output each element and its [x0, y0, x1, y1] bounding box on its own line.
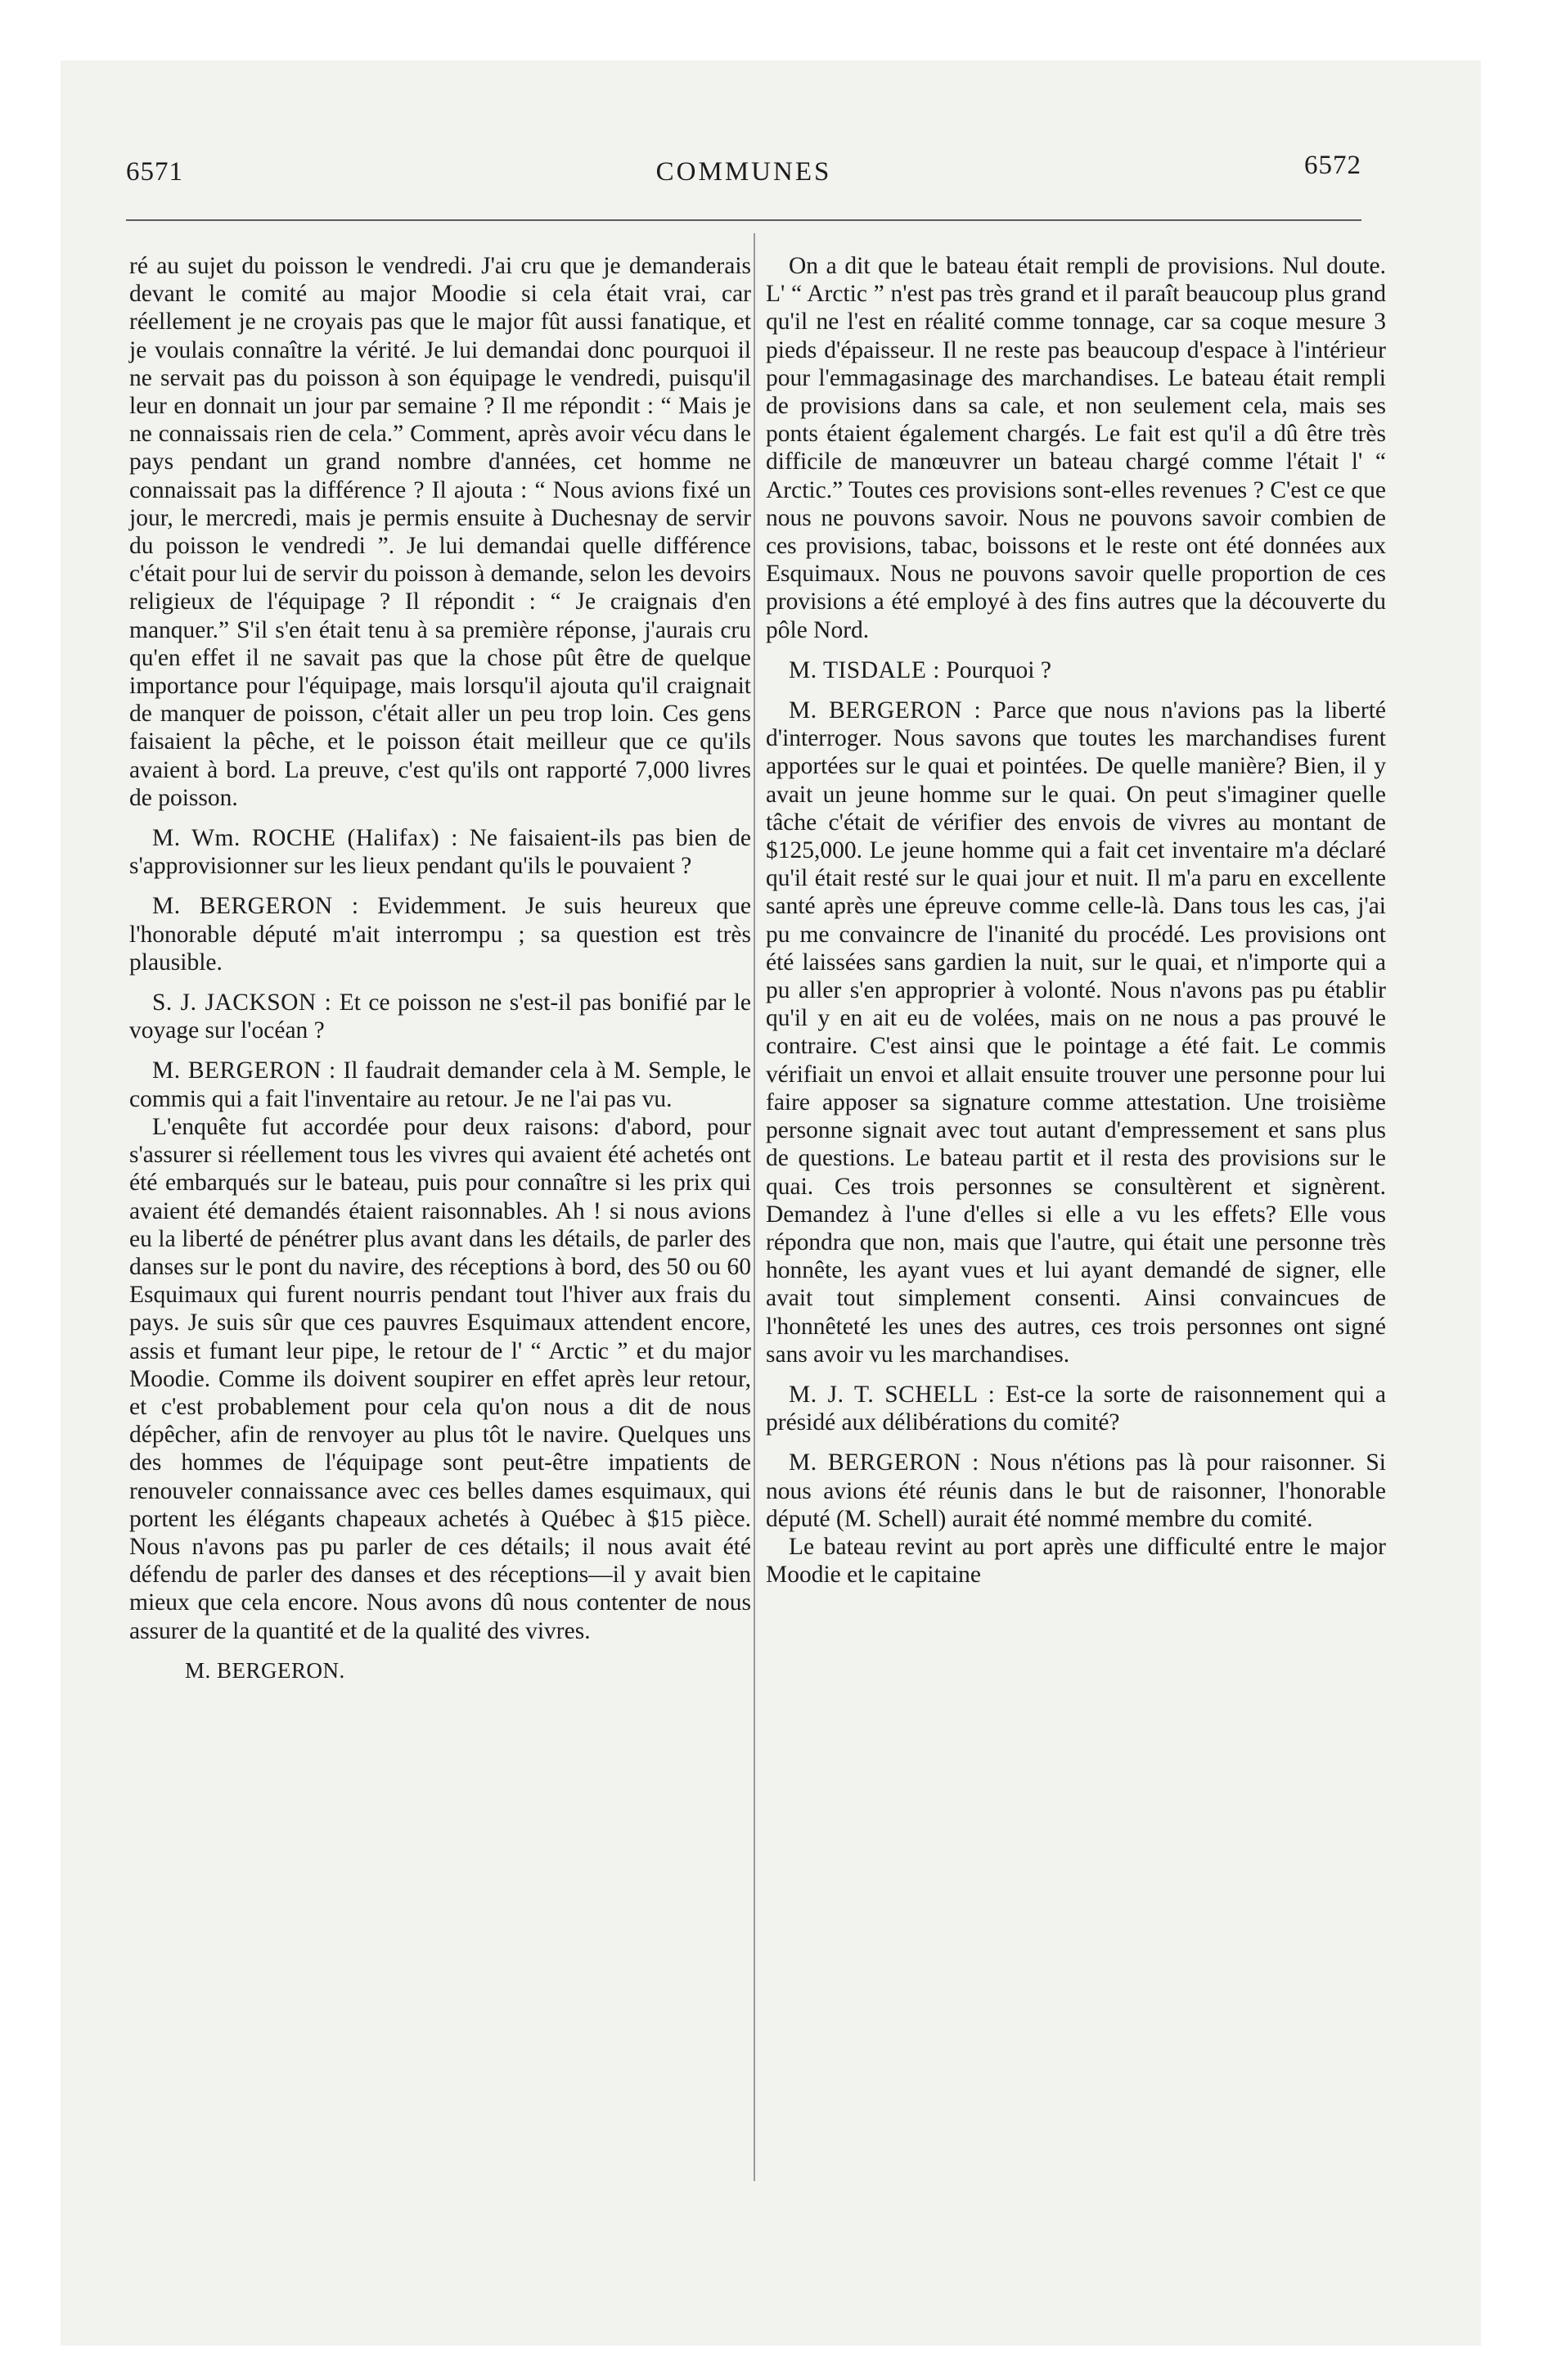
- paragraph-text: Pourquoi ?: [946, 656, 1051, 683]
- left-column: [129, 252, 751, 1684]
- running-header: [126, 151, 1361, 200]
- paragraph-text: L'enquête fut accordée pour deux raisons: d'abord, pour s'assurer si réellement tous les vivres qui avaient été achetés ont été embarqués sur le bateau, puis pour connaître si les prix qui avaient été demandés étaient raisonnables. Ah ! si nous avions eu la liberté de pénétrer plus avant dans les détails, de parler des danses sur le pont du navire, des réceptions à bord, des 50 ou 60 Esquimaux qui furent nourris pendant tout l'hiver aux frais du pays. Je suis sûr que ces pauvres Esquimaux attendent encore, assis et fumant leur pipe, le retour de l' “ Arctic ” et du major Moodie. Comme ils doivent soupirer en effet après leur retour, et c'est probablement pour cela qu'on nous a dit de nous dépêcher, afin de renvoyer au plus tôt le navire. Quelques uns des hommes de l'équipage sont peut-être impatients de renouveler connaissance avec ces belles dames esquimaux, qui portent les élégants chapeaux achetés à Québec à $15 pièce. Nous n'avons pas pu parler de ces détails; il nous avait été défendu de parler des danses et des réceptions—il y avait bien mieux que cela encore. Nous avons dû nous contenter de nous assurer de la quantité et de la qualité des vivres.: [129, 1113, 751, 1644]
- paragraph: [129, 252, 751, 812]
- speaker-name: M. TISDALE :: [789, 656, 940, 683]
- paragraph: [766, 1381, 1386, 1436]
- paragraph-text: Evidemment. Je suis heureux que l'honorable député m'ait interrompu ; sa question est très plausible.: [129, 893, 752, 976]
- speaker-name: S. J. JACKSON :: [152, 989, 332, 1016]
- paragraph-text: Et ce poisson ne s'est-il pas bonifié par le voyage sur l'océan ?: [129, 989, 751, 1044]
- speaker-name: M. BERGERON :: [789, 697, 982, 724]
- speaker-name: M. Wm. ROCHE (Halifax) :: [152, 825, 458, 852]
- paragraph-text: On a dit que le bateau était rempli de provisions. Nul doute. L' “ Arctic ” n'est pas très grand et il paraît beaucoup plus grand qu'il ne l'est en réalité comme tonnage, car sa coque mesure 3 pieds d'épaisseur. Il ne reste pas beaucoup d'espace à l'intérieur pour l'emmagasinage des marchandises. Le bateau était rempli de provisions dans sa cale, et non seulement cela, mais ses ponts étaient également chargés. Le fait est qu'il a dû être très difficile de manœuvrer un bateau chargé comme l'était l' “ Arctic.” Toutes ces provisions sont-elles revenues ? C'est ce que nous ne pouvons savoir. Nous ne pouvons savoir combien de ces provisions, tabac, boissons et le reste ont été données aux Esquimaux. Nous ne pouvons savoir quelle proportion de ces provisions a été employé à des fins autres que la découverte du pôle Nord.: [766, 253, 1386, 643]
- paragraph: [766, 252, 1386, 644]
- speaker-name: M. BERGERON :: [152, 893, 359, 920]
- paragraph-text: Nous n'étions pas là pour raisonner. Si nous avions été réunis dans le but de raisonner, l'honorable député (M. Schell) aurait été nommé membre du comité.: [766, 1449, 1386, 1532]
- right-page-number: 6572: [1304, 151, 1361, 180]
- paragraph: [129, 989, 751, 1044]
- paragraph-text: ré au sujet du poisson le vendredi. J'ai cru que je demanderais devant le comité au major Moodie si cela était vrai, car réellement je ne croyais pas que le major fût aussi fanatique, et je voulais connaître la vérité. Je lui demandai donc pourquoi il ne servait pas du poisson à son équipage le vendredi, puisqu'il leur en donnait un jour par semaine ? Il me répondit : “ Mais je ne connaissais rien de cela.” Comment, après avoir vécu dans le pays pendant un grand nombre d'années, cet homme ne connaissait pas la différence ? Il ajouta : “ Nous avions fixé un jour, le mercredi, mais je permis ensuite à Duchesnay de servir du poisson le vendredi ”. Je lui demandai quelle différence c'était pour lui de servir du poisson à demande, selon les devoirs religieux de l'équipage ? Il répondit : “ Je craignais d'en manquer.” S'il s'en était tenu à sa première réponse, j'aurais cru qu'en effet il ne savait pas que la chose pût être de quelque importance pour l'équipage, mais lorsqu'il ajouta qu'il craignait de manquer de poisson, c'était aller un peu trop loin. Ces gens faisaient la pêche, et le poisson était meilleur que ce qu'ils avaient à bord. La preuve, c'est qu'ils ont rapporté 7,000 livres de poisson.: [129, 253, 751, 811]
- paragraph: [766, 696, 1386, 1368]
- paragraph: [129, 1057, 751, 1112]
- speaker-name: M. BERGERON :: [152, 1057, 336, 1084]
- publication-title: COMMUNES: [655, 157, 832, 187]
- speaker-name: M. BERGERON :: [789, 1449, 979, 1476]
- speaker-signature: M. BERGERON.: [185, 1657, 345, 1683]
- paragraph: [766, 1449, 1386, 1533]
- left-page-number: 6571: [126, 157, 183, 187]
- header-rule: [126, 219, 1361, 221]
- paragraph-text: Parce que nous n'avions pas la liberté d'interroger. Nous savons que toutes les marchandises furent apportées sur le quai et pointées. De quelle manière? Bien, il y avait un jeune homme sur le quai. On peut s'imaginer quelle tâche c'était de vérifier des envois de vivres au montant de $125,000. Le jeune homme qui a fait cet inventaire m'a déclaré qu'il était resté sur le quai jour et nuit. Il m'a paru en excellente santé après une épreuve comme celle-là. Dans tous les cas, j'ai pu me convaincre de l'inanité du procédé. Les provisions ont été laissées sans gardien la nuit, sur le quai, et n'importe qui a pu aller s'en approprier à volonté. Nous n'avons pas pu établir qu'il y en ait eu de volées, mais on ne nous a pas prouvé le contraire. C'est ainsi que le pointage a été fait. Le commis vérifiait un envoi et allait ensuite trouver une personne pour lui faire apposer sa signature comme attestation. Une troisième personne signait avec tout autant d'empressement et sans plus de questions. Le bateau partit et il resta des provisions sur le quai. Ces trois personnes se consultèrent et signèrent. Demandez à l'une d'elles si elle a vu les effets? Elle vous répondra que non, mais que l'autre, qui était une personne très honnête, les ayant vues et lui ayant demandé de signer, elle avait tout simplement consenti. Ainsi convaincues de l'honnêteté les unes des autres, ces trois personnes ont signé sans avoir vu les marchandises.: [766, 697, 1386, 1368]
- right-column: [766, 252, 1386, 1601]
- paragraph-text: Il faudrait demander cela à M. Semple, le commis qui a fait l'inventaire au retour. Je ne l'ai pas vu.: [129, 1057, 751, 1112]
- paragraph: [129, 892, 751, 976]
- paragraph-text: Le bateau revint au port après une difficulté entre le major Moodie et le capitaine: [766, 1533, 1386, 1589]
- speaker-name: M. J. T. SCHELL :: [789, 1381, 996, 1408]
- paragraph: [129, 1113, 751, 1645]
- paragraph: [766, 656, 1386, 684]
- paragraph-text: Ne faisaient-ils pas bien de s'approvisionner sur les lieux pendant qu'ils le pouvaient ?: [129, 825, 751, 880]
- paragraph-text: Est-ce la sorte de raisonnement qui a présidé aux délibérations du comité?: [766, 1381, 1386, 1436]
- column-divider: [754, 233, 755, 2181]
- paragraph: [766, 1533, 1386, 1589]
- paragraph: [129, 824, 751, 880]
